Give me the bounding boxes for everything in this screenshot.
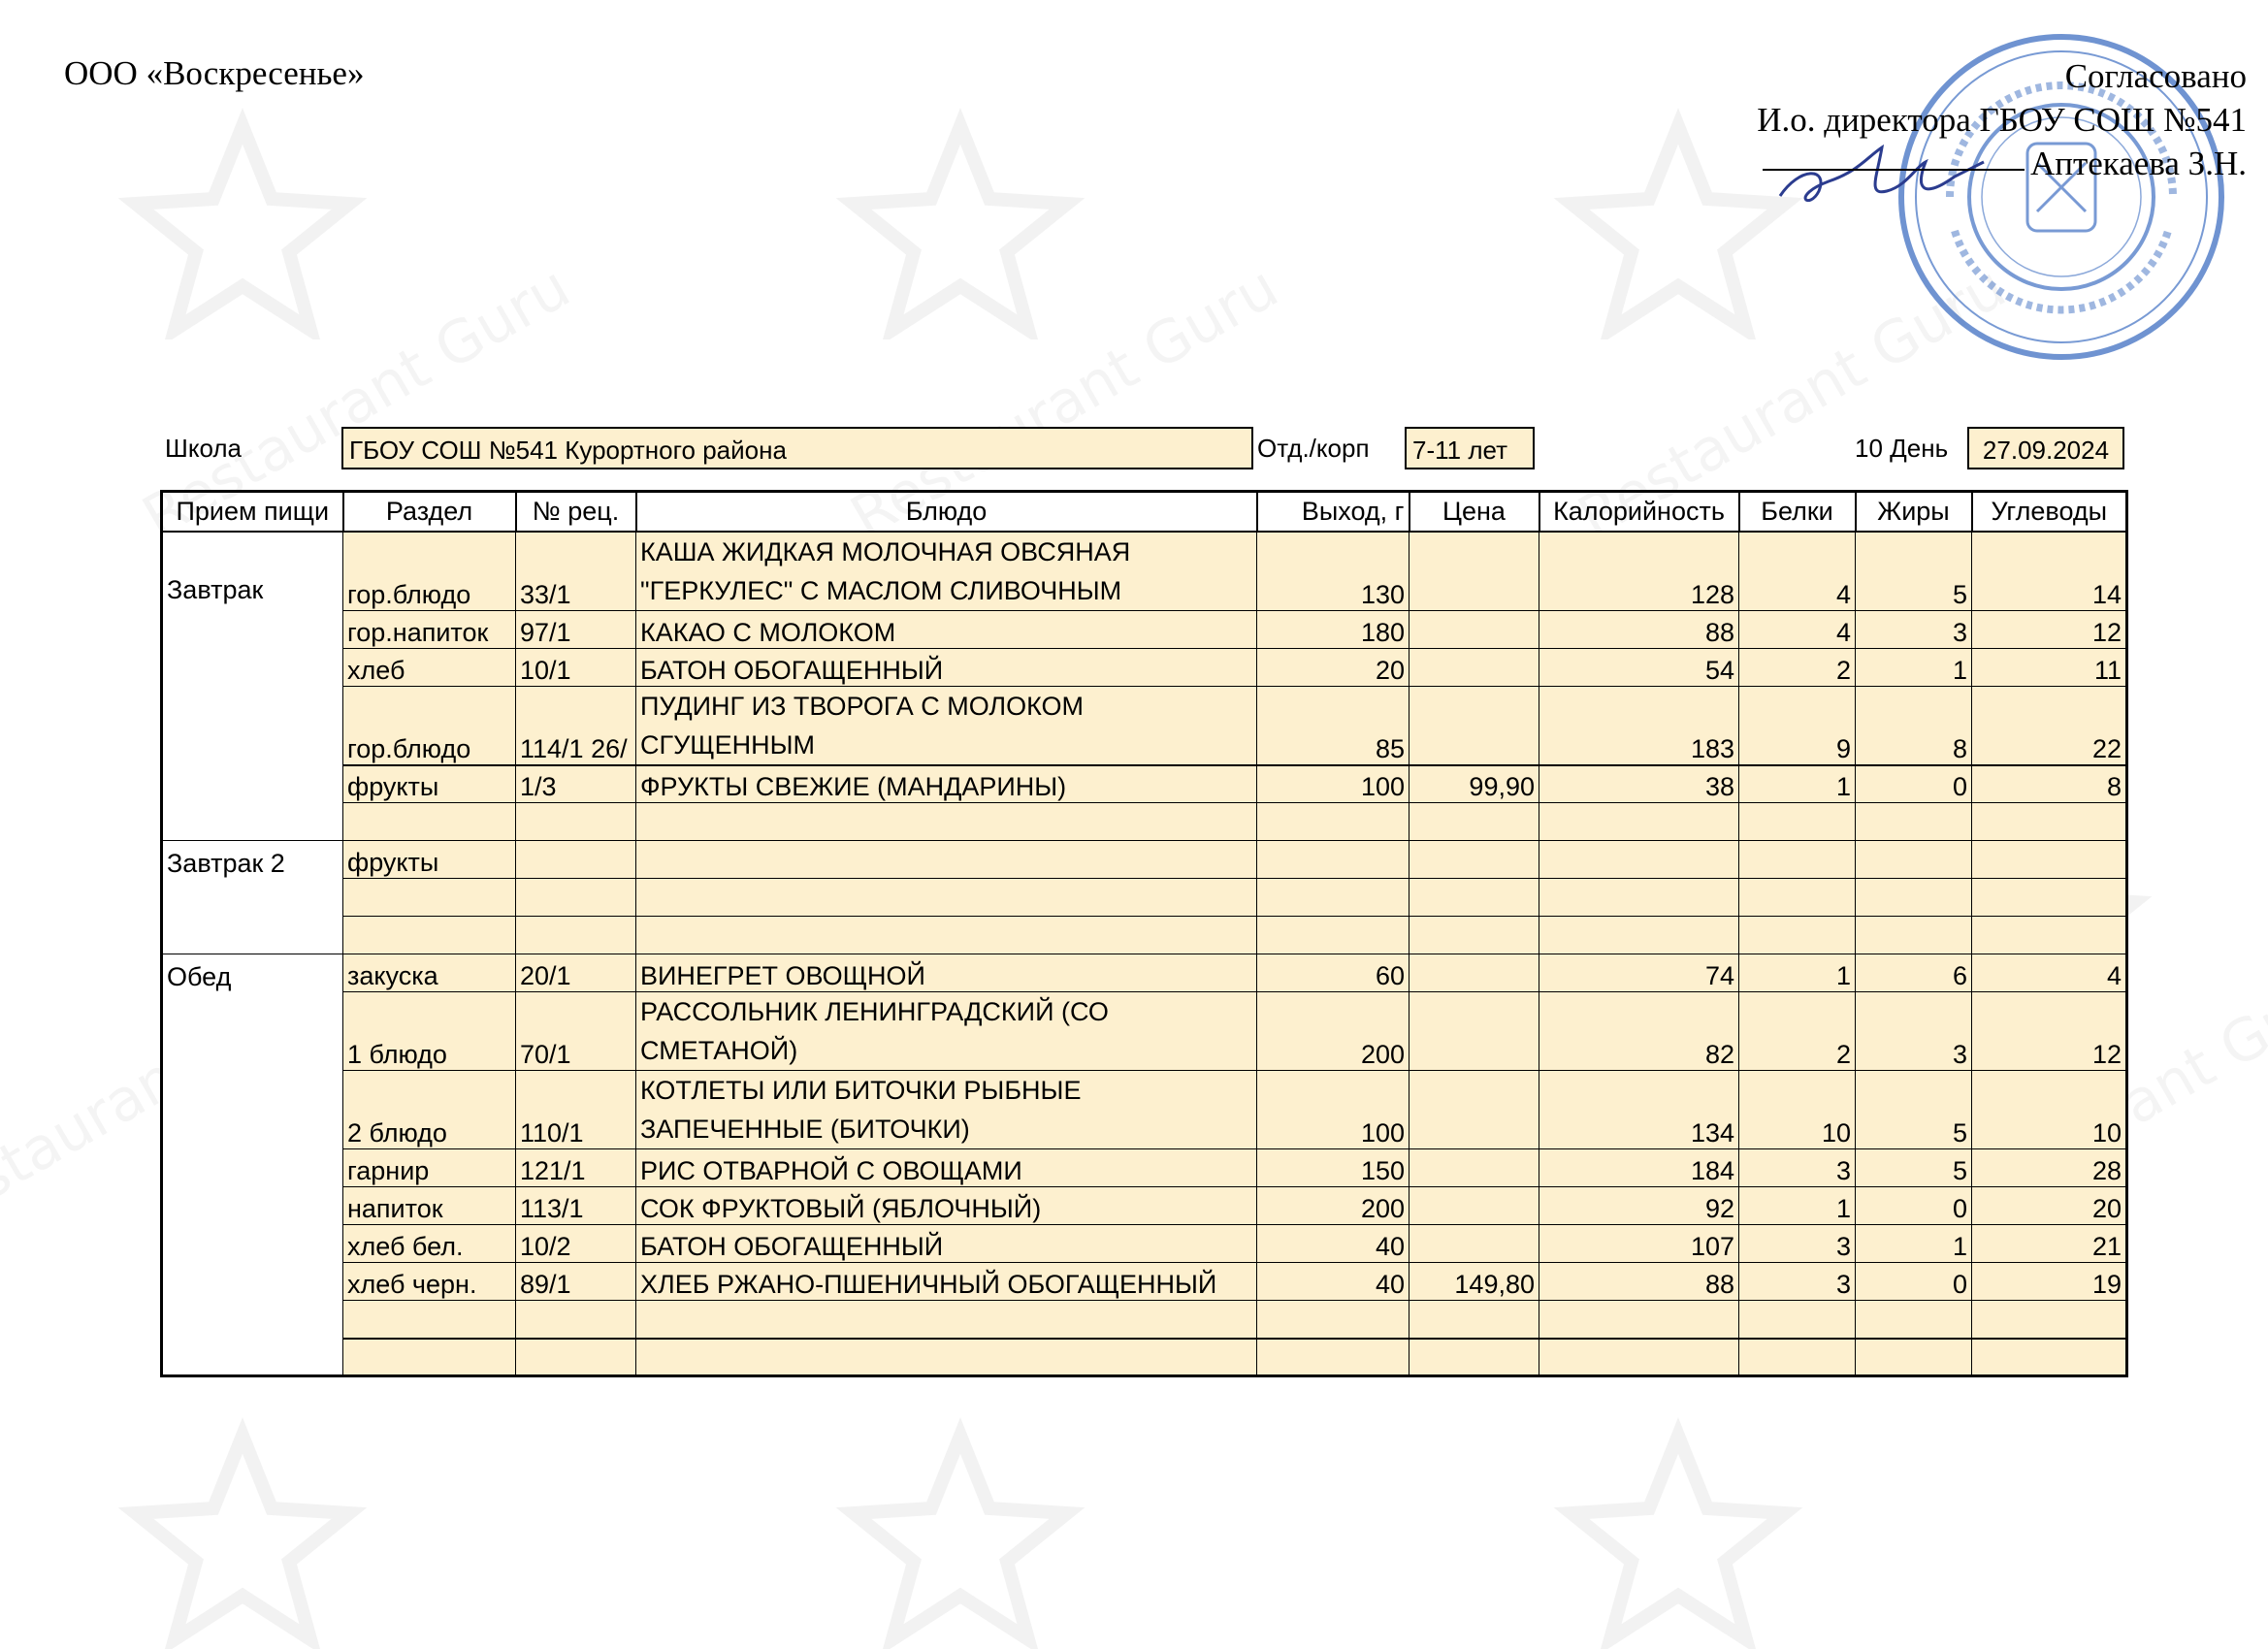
price-cell (1409, 803, 1539, 841)
dish-cell (636, 917, 1257, 954)
yield-cell (1257, 917, 1409, 954)
yield-cell: 150 (1257, 1149, 1409, 1187)
carbs-cell: 14 (1972, 532, 2127, 611)
table-row (162, 1187, 2127, 1225)
price-cell: 149,80 (1409, 1263, 1539, 1301)
protein-cell (1739, 841, 1856, 879)
price-cell (1409, 1071, 1539, 1149)
section-cell: гор.блюдо (343, 532, 516, 611)
approval-position: И.о. директора ГБОУ СОШ №541 (1757, 101, 2247, 139)
date-value: 27.09.2024 (1967, 427, 2124, 469)
dish-cell (636, 879, 1257, 917)
protein-cell: 3 (1739, 1149, 1856, 1187)
protein-cell (1739, 1339, 1856, 1376)
price-cell (1409, 954, 1539, 992)
protein-cell (1739, 1301, 1856, 1339)
dish-cell (636, 841, 1257, 879)
section-cell: гарнир (343, 1149, 516, 1187)
dish-cell (636, 1301, 1257, 1339)
carbs-cell: 28 (1972, 1149, 2127, 1187)
column-header: Калорийность (1539, 492, 1739, 532)
table-row (162, 803, 2127, 841)
carbs-cell (1972, 1339, 2127, 1376)
yield-cell: 60 (1257, 954, 1409, 992)
carbs-cell (1972, 879, 2127, 917)
section-cell (343, 803, 516, 841)
price-cell: 99,90 (1409, 765, 1539, 803)
dish-cell: ПУДИНГ ИЗ ТВОРОГА С МОЛОКОМ СГУЩЕННЫМ (636, 686, 1257, 765)
section-cell: хлеб (343, 648, 516, 686)
section-cell (343, 1339, 516, 1376)
section-cell: хлеб черн. (343, 1263, 516, 1301)
protein-cell: 1 (1739, 954, 1856, 992)
dish-cell: БАТОН ОБОГАЩЕННЫЙ (636, 1225, 1257, 1263)
column-header: Блюдо (636, 492, 1257, 532)
recipe-cell (516, 1339, 636, 1376)
fat-cell (1856, 879, 1972, 917)
carbs-cell: 20 (1972, 1187, 2127, 1225)
section-cell: 2 блюдо (343, 1071, 516, 1149)
fat-cell: 0 (1856, 1187, 1972, 1225)
column-header: Жиры (1856, 492, 1972, 532)
recipe-cell (516, 803, 636, 841)
table-row (162, 648, 2127, 686)
yield-cell: 200 (1257, 1187, 1409, 1225)
dish-cell: ФРУКТЫ СВЕЖИЕ (МАНДАРИНЫ) (636, 765, 1257, 803)
table-row (162, 686, 2127, 765)
carbs-cell (1972, 1301, 2127, 1339)
protein-cell: 4 (1739, 532, 1856, 611)
yield-cell: 20 (1257, 648, 1409, 686)
school-label: Школа (165, 434, 243, 463)
dish-cell: КАША ЖИДКАЯ МОЛОЧНАЯ ОВСЯНАЯ "ГЕРКУЛЕС" С МАСЛОМ СЛИВОЧНЫМ (636, 532, 1257, 611)
table-row (162, 954, 2127, 992)
kcal-cell: 54 (1539, 648, 1739, 686)
approval-title: Согласовано (2064, 57, 2247, 95)
protein-cell: 10 (1739, 1071, 1856, 1149)
yield-cell (1257, 841, 1409, 879)
yield-cell: 100 (1257, 765, 1409, 803)
column-header: № рец. (516, 492, 636, 532)
recipe-cell: 1/3 (516, 765, 636, 803)
fat-cell (1856, 803, 1972, 841)
table-row (162, 1149, 2127, 1187)
yield-cell: 85 (1257, 686, 1409, 765)
protein-cell: 9 (1739, 686, 1856, 765)
day-label: 10 День (1855, 434, 1949, 463)
fat-cell: 1 (1856, 648, 1972, 686)
kcal-cell: 107 (1539, 1225, 1739, 1263)
price-cell (1409, 532, 1539, 611)
fat-cell: 5 (1856, 532, 1972, 611)
yield-cell (1257, 879, 1409, 917)
protein-cell (1739, 917, 1856, 954)
section-cell (343, 879, 516, 917)
table-row (162, 1263, 2127, 1301)
fat-cell: 0 (1856, 765, 1972, 803)
recipe-cell: 121/1 (516, 1149, 636, 1187)
approval-signature-line (1757, 142, 2247, 185)
fat-cell: 0 (1856, 1263, 1972, 1301)
fat-cell: 1 (1856, 1225, 1972, 1263)
carbs-cell (1972, 803, 2127, 841)
kcal-cell (1539, 1339, 1739, 1376)
recipe-cell: 20/1 (516, 954, 636, 992)
section-cell: напиток (343, 1187, 516, 1225)
recipe-cell (516, 1301, 636, 1339)
protein-cell (1739, 803, 1856, 841)
dish-cell (636, 1339, 1257, 1376)
kcal-cell: 74 (1539, 954, 1739, 992)
kcal-cell: 128 (1539, 532, 1739, 611)
section-cell: 1 блюдо (343, 992, 516, 1071)
watermark-logo-icon (834, 107, 1086, 340)
yield-cell: 40 (1257, 1225, 1409, 1263)
recipe-cell: 10/2 (516, 1225, 636, 1263)
price-cell (1409, 610, 1539, 648)
approval-name: Аптекаева З.Н. (2029, 145, 2247, 182)
protein-cell (1739, 879, 1856, 917)
column-header: Цена (1409, 492, 1539, 532)
recipe-cell (516, 841, 636, 879)
table-row (162, 765, 2127, 803)
fat-cell: 3 (1856, 992, 1972, 1071)
protein-cell: 1 (1739, 765, 1856, 803)
table-row (162, 1225, 2127, 1263)
section-cell: закуска (343, 954, 516, 992)
kcal-cell (1539, 841, 1739, 879)
protein-cell: 3 (1739, 1263, 1856, 1301)
recipe-cell: 70/1 (516, 992, 636, 1071)
school-value: ГБОУ СОШ №541 Курортного района (341, 427, 1253, 469)
recipe-cell: 33/1 (516, 532, 636, 611)
column-header: Белки (1739, 492, 1856, 532)
price-cell (1409, 1339, 1539, 1376)
dept-label: Отд./корп (1257, 434, 1370, 463)
fat-cell (1856, 917, 1972, 954)
table-row (162, 532, 2127, 611)
dish-cell: РИС ОТВАРНОЙ С ОВОЩАМИ (636, 1149, 1257, 1187)
protein-cell: 4 (1739, 610, 1856, 648)
carbs-cell: 11 (1972, 648, 2127, 686)
price-cell (1409, 1187, 1539, 1225)
price-cell (1409, 841, 1539, 879)
recipe-cell: 89/1 (516, 1263, 636, 1301)
dish-cell: КАКАО С МОЛОКОМ (636, 610, 1257, 648)
yield-cell (1257, 803, 1409, 841)
table-row (162, 1071, 2127, 1149)
column-header: Выход, г (1257, 492, 1409, 532)
kcal-cell: 88 (1539, 610, 1739, 648)
carbs-cell: 10 (1972, 1071, 2127, 1149)
section-cell: гор.напиток (343, 610, 516, 648)
yield-cell: 40 (1257, 1263, 1409, 1301)
section-cell: хлеб бел. (343, 1225, 516, 1263)
protein-cell: 2 (1739, 648, 1856, 686)
kcal-cell (1539, 917, 1739, 954)
fat-cell (1856, 841, 1972, 879)
kcal-cell (1539, 879, 1739, 917)
yield-cell: 200 (1257, 992, 1409, 1071)
carbs-cell: 4 (1972, 954, 2127, 992)
price-cell (1409, 992, 1539, 1071)
dish-cell: КОТЛЕТЫ ИЛИ БИТОЧКИ РЫБНЫЕ ЗАПЕЧЕННЫЕ (БИТОЧКИ) (636, 1071, 1257, 1149)
table-row (162, 610, 2127, 648)
meal-name: Обед (162, 954, 343, 1376)
yield-cell: 130 (1257, 532, 1409, 611)
fat-cell: 8 (1856, 686, 1972, 765)
fat-cell (1856, 1301, 1972, 1339)
dept-value: 7-11 лет (1405, 427, 1535, 469)
protein-cell: 3 (1739, 1225, 1856, 1263)
carbs-cell (1972, 917, 2127, 954)
table-row (162, 917, 2127, 954)
meal-name: Завтрак 2 (162, 841, 343, 954)
watermark-logo-icon (1552, 1416, 1804, 1649)
section-cell: фрукты (343, 765, 516, 803)
fat-cell: 5 (1856, 1071, 1972, 1149)
carbs-cell: 22 (1972, 686, 2127, 765)
kcal-cell: 134 (1539, 1071, 1739, 1149)
kcal-cell: 38 (1539, 765, 1739, 803)
dish-cell: СОК ФРУКТОВЫЙ (ЯБЛОЧНЫЙ) (636, 1187, 1257, 1225)
recipe-cell: 114/1 26/ (516, 686, 636, 765)
fat-cell (1856, 1339, 1972, 1376)
table-row (162, 1339, 2127, 1376)
price-cell (1409, 1301, 1539, 1339)
carbs-cell: 8 (1972, 765, 2127, 803)
recipe-cell: 97/1 (516, 610, 636, 648)
carbs-cell: 12 (1972, 992, 2127, 1071)
section-cell (343, 917, 516, 954)
carbs-cell: 21 (1972, 1225, 2127, 1263)
protein-cell: 2 (1739, 992, 1856, 1071)
price-cell (1409, 1149, 1539, 1187)
kcal-cell: 183 (1539, 686, 1739, 765)
table-header-row (162, 492, 2127, 532)
price-cell (1409, 879, 1539, 917)
menu-table (160, 490, 2128, 1377)
price-cell (1409, 686, 1539, 765)
yield-cell: 180 (1257, 610, 1409, 648)
watermark-logo-icon (116, 1416, 369, 1649)
meal-name: Завтрак (162, 532, 343, 841)
fat-cell: 5 (1856, 1149, 1972, 1187)
column-header: Прием пищи (162, 492, 343, 532)
column-header: Раздел (343, 492, 516, 532)
recipe-cell: 10/1 (516, 648, 636, 686)
watermark-logo-icon (834, 1416, 1086, 1649)
yield-cell: 100 (1257, 1071, 1409, 1149)
fat-cell: 6 (1856, 954, 1972, 992)
watermark-logo-icon (116, 107, 369, 340)
yield-cell (1257, 1339, 1409, 1376)
price-cell (1409, 1225, 1539, 1263)
table-row (162, 992, 2127, 1071)
company-name: ООО «Воскресенье» (64, 54, 365, 92)
approval-block (1757, 54, 2247, 185)
kcal-cell (1539, 1301, 1739, 1339)
carbs-cell (1972, 841, 2127, 879)
dish-cell: ХЛЕБ РЖАНО-ПШЕНИЧНЫЙ ОБОГАЩЕННЫЙ (636, 1263, 1257, 1301)
dish-cell (636, 803, 1257, 841)
recipe-cell (516, 917, 636, 954)
recipe-cell: 113/1 (516, 1187, 636, 1225)
recipe-cell (516, 879, 636, 917)
recipe-cell: 110/1 (516, 1071, 636, 1149)
table-row (162, 1301, 2127, 1339)
dish-cell: РАССОЛЬНИК ЛЕНИНГРАДСКИЙ (СО СМЕТАНОЙ) (636, 992, 1257, 1071)
kcal-cell: 88 (1539, 1263, 1739, 1301)
section-cell: фрукты (343, 841, 516, 879)
dish-cell: БАТОН ОБОГАЩЕННЫЙ (636, 648, 1257, 686)
column-header: Углеводы (1972, 492, 2127, 532)
dish-cell: ВИНЕГРЕТ ОВОЩНОЙ (636, 954, 1257, 992)
yield-cell (1257, 1301, 1409, 1339)
table-row (162, 879, 2127, 917)
price-cell (1409, 917, 1539, 954)
price-cell (1409, 648, 1539, 686)
protein-cell: 1 (1739, 1187, 1856, 1225)
carbs-cell: 12 (1972, 610, 2127, 648)
kcal-cell: 184 (1539, 1149, 1739, 1187)
kcal-cell: 92 (1539, 1187, 1739, 1225)
kcal-cell: 82 (1539, 992, 1739, 1071)
carbs-cell: 19 (1972, 1263, 2127, 1301)
kcal-cell (1539, 803, 1739, 841)
section-cell: гор.блюдо (343, 686, 516, 765)
table-row (162, 841, 2127, 879)
section-cell (343, 1301, 516, 1339)
fat-cell: 3 (1856, 610, 1972, 648)
